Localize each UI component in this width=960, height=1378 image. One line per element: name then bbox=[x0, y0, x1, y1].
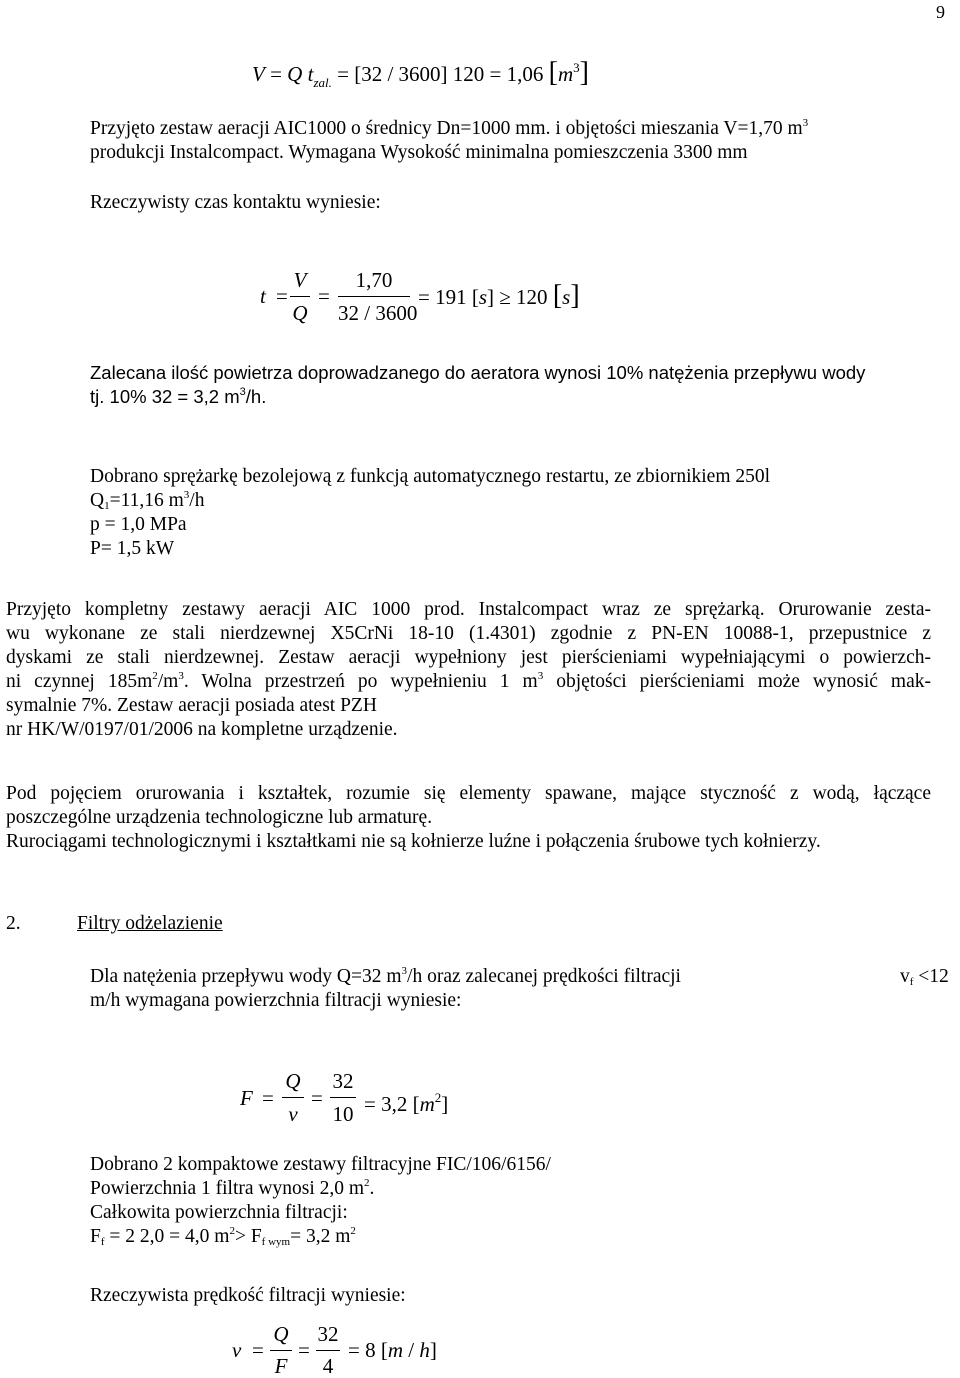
eq3-num2: 32 bbox=[332, 1069, 354, 1093]
paragraph-filtration-area bbox=[90, 965, 890, 1013]
p8-line2: Powierzchnia 1 filtra wynosi 2,0 $m^2$. bbox=[90, 1177, 375, 1199]
eq1-equals: = bbox=[270, 62, 282, 86]
paragraph-filter-sets bbox=[90, 1153, 870, 1249]
p1-line1: Przyjęto zestaw aeracji AIC1000 o średnicy Dn=1000 mm. i objętości mieszania V=1,70 $m^3$ bbox=[90, 117, 809, 139]
eq1-q: Q bbox=[287, 62, 303, 86]
eq1-t: t bbox=[307, 62, 314, 86]
p8-line3: Całkowita powierzchnia filtracji: bbox=[90, 1202, 348, 1223]
p4-line3: p = 1,0 MPa bbox=[90, 514, 187, 535]
p4-line4: P= 1,5 kW bbox=[90, 538, 175, 559]
eq4-v: v bbox=[232, 1338, 242, 1362]
paragraph-aeration-set bbox=[90, 117, 890, 165]
p5-line3: dyskami ze stali nierdzewnej. Zestaw aeracji wypełniony jest pierścieniami wypełniającymi o powierzch- bbox=[6, 647, 931, 668]
paragraph-piping bbox=[6, 782, 931, 854]
eq3-eq2: = bbox=[311, 1086, 323, 1110]
p5-line1: Przyjęto kompletny zestawy aeracji AIC 1000 prod. Instalcompact wraz ze sprężarką. Orurowanie zesta- bbox=[6, 599, 931, 620]
eq4-num2: 32 bbox=[317, 1322, 339, 1346]
paragraph-real-speed: Rzeczywista prędkość filtracji wyniesie: bbox=[90, 1285, 406, 1306]
p3-line2: tj. 10% 32 = 3,2 $m^3/h$. bbox=[90, 386, 267, 407]
paragraph-contact-time: Rzeczywisty czas kontaktu wyniesie: bbox=[90, 192, 381, 213]
eq2-den1: Q bbox=[292, 301, 308, 325]
eq4-den2: 4 bbox=[322, 1354, 334, 1378]
section-title: Filtry odżelazienie bbox=[77, 913, 223, 934]
eq2-rhs: = 191 [s] ≥ 120 [s] bbox=[418, 280, 580, 311]
p5-line4: ni czynnej $185m^2/m^3$. Wolna przestrzeń po wypełnieniu 1 $m^3$ objętości pierścieniami może wynosić mak- bbox=[6, 670, 931, 692]
eq1-unit-exp: 3 bbox=[573, 60, 580, 75]
p5-line2: wu wykonane ze stali nierdzewnej X5CrNi 18-10 (1.4301) zgodnie z PN-EN 10088-1, przepustnice z bbox=[6, 623, 931, 644]
eq2-num1: V bbox=[293, 268, 307, 292]
paragraph-compressor bbox=[90, 465, 870, 561]
page-number: 9 bbox=[936, 2, 945, 22]
p4-line2: $Q_1=11,16$ $m^3/h$ bbox=[90, 489, 205, 512]
p6-line2: poszczególne urządzenia technologiczne lub armaturę. bbox=[6, 807, 433, 828]
p5-line5: symalnie 7%. Zestaw aeracji posiada atest PZH bbox=[6, 695, 377, 716]
eq4-rhs: = 8 [m / h] bbox=[348, 1338, 437, 1362]
p6-line3: Rurociągami technologicznymi i kształtkami nie są kołnierze luźne i połączenia śrubowe tych kołnierzy. bbox=[6, 831, 821, 852]
eq2-bar1 bbox=[290, 296, 310, 297]
p6-line1: Pod pojęciem orurowania i kształtek, rozumie się elementy spawane, mające styczność z wodą, łączące bbox=[6, 783, 931, 804]
eq1-rhs: = [32 / 3600] 120 = 1,06 bbox=[337, 62, 544, 86]
eq3-bar1 bbox=[282, 1097, 304, 1098]
equation-volume bbox=[252, 56, 589, 95]
paragraph-aeration-complete bbox=[6, 598, 931, 742]
eq1-bracket-close: ] bbox=[579, 57, 589, 88]
eq4-bar1 bbox=[270, 1350, 292, 1351]
p1-line2: produkcji Instalcompact. Wymagana Wysokość minimalna pomieszczenia 3300 mm bbox=[90, 142, 748, 163]
eq2-den2: 32 / 3600 bbox=[338, 301, 418, 325]
section-number: 2. bbox=[6, 913, 21, 934]
p8-line4: $F_f = 2$ 2,0 = 4,0 $m^2> F_{f wym}= 3,2$ $m^2$ bbox=[90, 1225, 356, 1248]
eq3-eq1: = bbox=[262, 1086, 274, 1110]
eq3-den1: v bbox=[288, 1102, 298, 1126]
eq4-bar2 bbox=[316, 1350, 340, 1351]
eq1-bracket-open: [ bbox=[548, 57, 558, 88]
eq3-f: F bbox=[240, 1086, 253, 1110]
eq4-eq1: = bbox=[252, 1338, 264, 1362]
paragraph-air-amount bbox=[90, 361, 910, 409]
eq3-bar2 bbox=[330, 1097, 356, 1098]
p8-line1: Dobrano 2 kompaktowe zestawy filtracyjne FIC/106/6156/ bbox=[90, 1154, 551, 1175]
eq4-num1: Q bbox=[273, 1322, 289, 1346]
p4-line1: Dobrano sprężarkę bezolejową z funkcją automatycznego restartu, ze zbiornikiem 250l bbox=[90, 466, 771, 487]
eq2-num2: 1,70 bbox=[355, 268, 393, 292]
eq4-eq2: = bbox=[298, 1338, 310, 1362]
filtration-speed-limit: $v_f <12$ bbox=[900, 966, 949, 988]
eq1-unit-m: m bbox=[557, 62, 574, 86]
eq2-eq1: = bbox=[276, 284, 288, 308]
eq3-num1: Q bbox=[285, 1069, 301, 1093]
eq3-rhs: = 3,2 $[m^2]$ bbox=[364, 1090, 449, 1116]
p5-line6: nr HK/W/0197/01/2006 na kompletne urządzenie. bbox=[6, 719, 398, 740]
p3-line1: Zalecana ilość powietrza doprowadzanego do aeratora wynosi 10% natężenia przepływu wody bbox=[90, 362, 866, 383]
eq4-den1: F bbox=[274, 1354, 288, 1378]
eq1-t-sub: zal. bbox=[313, 75, 332, 90]
p7-line1: Dla natężenia przepływu wody Q=32 $m^3/h$ oraz zalecanej prędkości filtracji bbox=[90, 965, 681, 987]
eq1-v: V bbox=[252, 62, 265, 86]
eq3-den2: 10 bbox=[332, 1102, 354, 1126]
eq2-t: t bbox=[260, 284, 266, 308]
p7-line2: m/h wymagana powierzchnia filtracji wyniesie: bbox=[90, 990, 462, 1011]
eq2-bar2 bbox=[338, 296, 410, 297]
eq2-eq2: = bbox=[318, 284, 330, 308]
section-heading bbox=[6, 912, 21, 936]
